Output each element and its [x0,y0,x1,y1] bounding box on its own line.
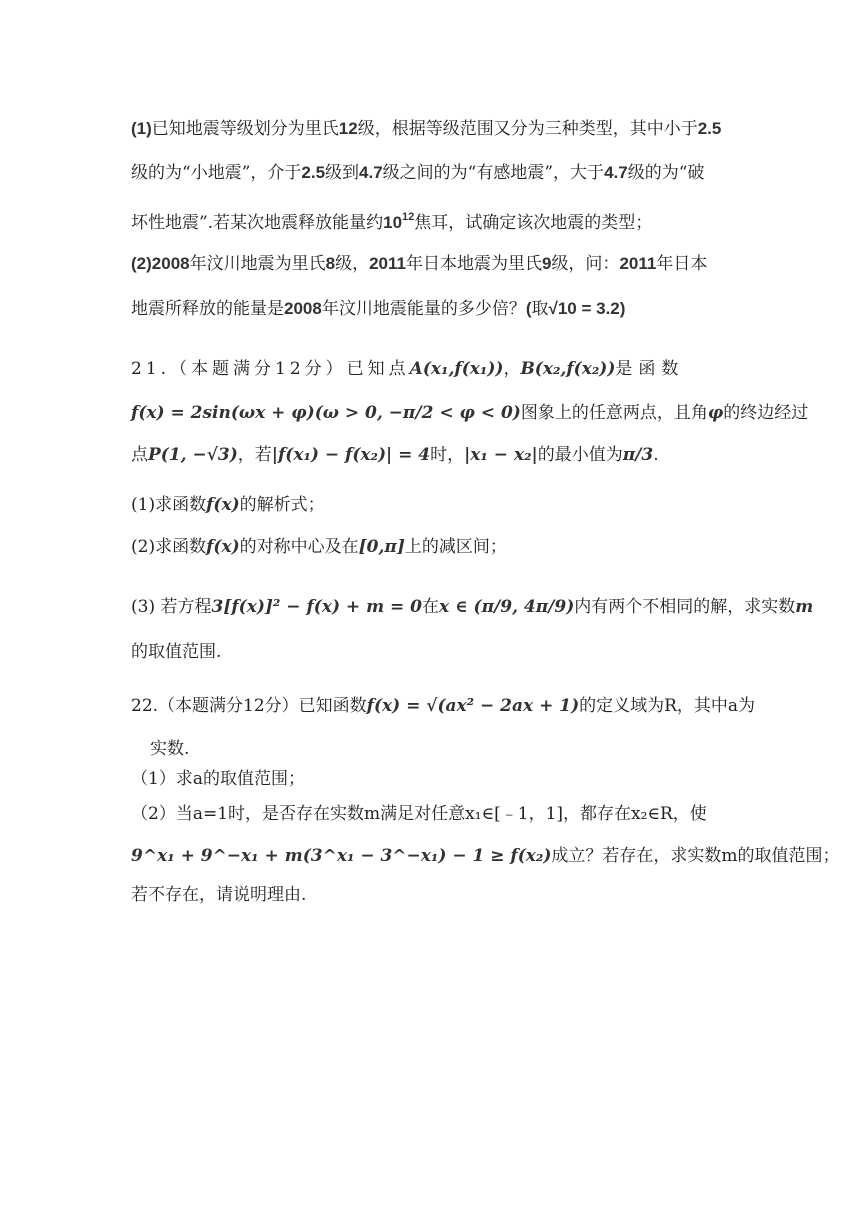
q20-line-3 [131,205,652,235]
text: 点 [131,445,148,465]
math: φ [707,403,724,423]
math: |x₁ − x₂| [464,445,538,465]
math: 12 [338,119,358,138]
q21-part-2 [131,535,507,559]
text: 上的减区间； [404,537,507,557]
math: P(1, −√3) [148,445,238,465]
q21-line-1 [131,357,731,381]
math: 2.5 [697,119,722,138]
text: 的取值范围. [131,642,222,662]
part-label: (1) [131,119,152,138]
text: (1)求函数 [131,495,207,515]
math: 10 [383,213,403,232]
text: 若不存在，请说明理由. [131,885,307,905]
text: 坏性地震” [131,213,208,233]
text: 的解析式； [239,495,325,515]
text: 的最小值为 [537,445,623,465]
text: 的定义域为R，其中a为 [579,696,756,716]
question-header: 21.（本题满分12分）已知点 [131,359,410,379]
text: . [653,445,659,465]
text: 的对称中心及在 [239,537,359,557]
math: 2008 [284,299,322,318]
q22-part-3 [131,883,306,907]
q22-line-1 [131,694,755,718]
text: 级之间的为“有感地震”，大于 [382,163,605,183]
q21-line-3 [131,443,659,467]
math: 9^x₁ + 9^−x₁ + m(3^x₁ − 3^−x₁) − 1 ≥ f(x₂) [131,846,552,866]
text: 是函数 [615,359,685,379]
math: ( [525,299,532,318]
q20-line-5 [131,297,625,321]
math: 4.7 [604,163,628,182]
text: 实数. [150,739,190,759]
text: 年汶川地震为里氏 [189,254,326,274]
text: 级，根据等级范围又分为三种类型，其中小于 [357,119,698,139]
text: 内有两个不相同的解，求实数 [574,597,796,617]
text: 级的为“破 [627,163,705,183]
text: 级的为“小地震”，介于 [131,163,302,183]
q21-part-1 [131,493,325,517]
math-exponent: 12 [402,211,415,223]
math: 2008 [151,254,190,273]
text: ，若 [237,445,272,465]
q21-line-2 [131,401,808,425]
text: (3) 若方程 [131,597,212,617]
text: 焦耳，试确定该次地震的类型； [414,213,653,233]
q22-line-2 [150,737,189,761]
q22-part-2 [131,802,707,826]
text: 级到 [325,163,360,183]
math: f(x) [206,537,240,557]
q21-part-3 [131,595,813,619]
math: f(x) [206,495,240,515]
math: |f(x₁) − f(x₂)| = 4 [271,445,431,465]
math: 8 [325,254,336,273]
math: B(x₂,f(x₂)) [520,359,616,379]
text: .若某次地震释放能量约 [207,213,384,233]
text: （2）当a=1时，是否存在实数m满足对任意x₁∈[﹣1，1]，都存在x₂∈R，使 [131,804,707,824]
math: √10 = 3.2) [548,299,626,318]
math: π/3 [622,445,654,465]
question-header: 22.（本题满分12分）已知函数 [131,696,367,716]
text: 的终边经过 [723,403,809,423]
math: [0,π] [358,537,405,557]
q20-line-1 [131,117,721,141]
math: x ∈ (π/9, 4π/9) [438,597,575,617]
math: 2.5 [301,163,326,182]
text: 在 [421,597,439,617]
math: 4.7 [359,163,383,182]
q22-part-2-cont [131,844,840,868]
math: f(x) = √(ax² − 2ax + 1) [366,696,580,716]
text: 地震所释放的能量是 [131,299,284,319]
q20-line-2 [131,161,704,185]
text: 年汶川地震能量的多少倍？ [321,299,526,319]
text: (2)求函数 [131,537,207,557]
q20-line-4 [131,252,707,276]
text: 级，问： [551,254,620,274]
text: 年日本地震为里氏 [405,254,542,274]
text: 级， [335,254,370,274]
math: f(x) = 2sin(ωx + φ)(ω > 0, −π/2 < φ < 0) [131,403,521,423]
part-label: (2) [131,254,152,273]
math: m [795,597,814,617]
math: 2011 [369,254,406,273]
text: 年日本 [656,254,708,274]
text: ， [503,359,521,379]
math: 3[f(x)]² − f(x) + m = 0 [211,597,422,617]
text: 取 [531,299,549,319]
math: A(x₁,f(x₁)) [409,359,504,379]
text: 图象上的任意两点，且角 [520,403,708,423]
text: 成立？若存在，求实数m的取值范围； [551,846,840,866]
math: 2011 [619,254,657,273]
math: 9 [541,254,552,273]
text: （1）求a的取值范围； [131,769,305,789]
text: 已知地震等级划分为里氏 [151,119,339,139]
q22-part-1 [131,767,305,791]
q21-part-3-cont [131,640,221,664]
text: 时， [430,445,465,465]
